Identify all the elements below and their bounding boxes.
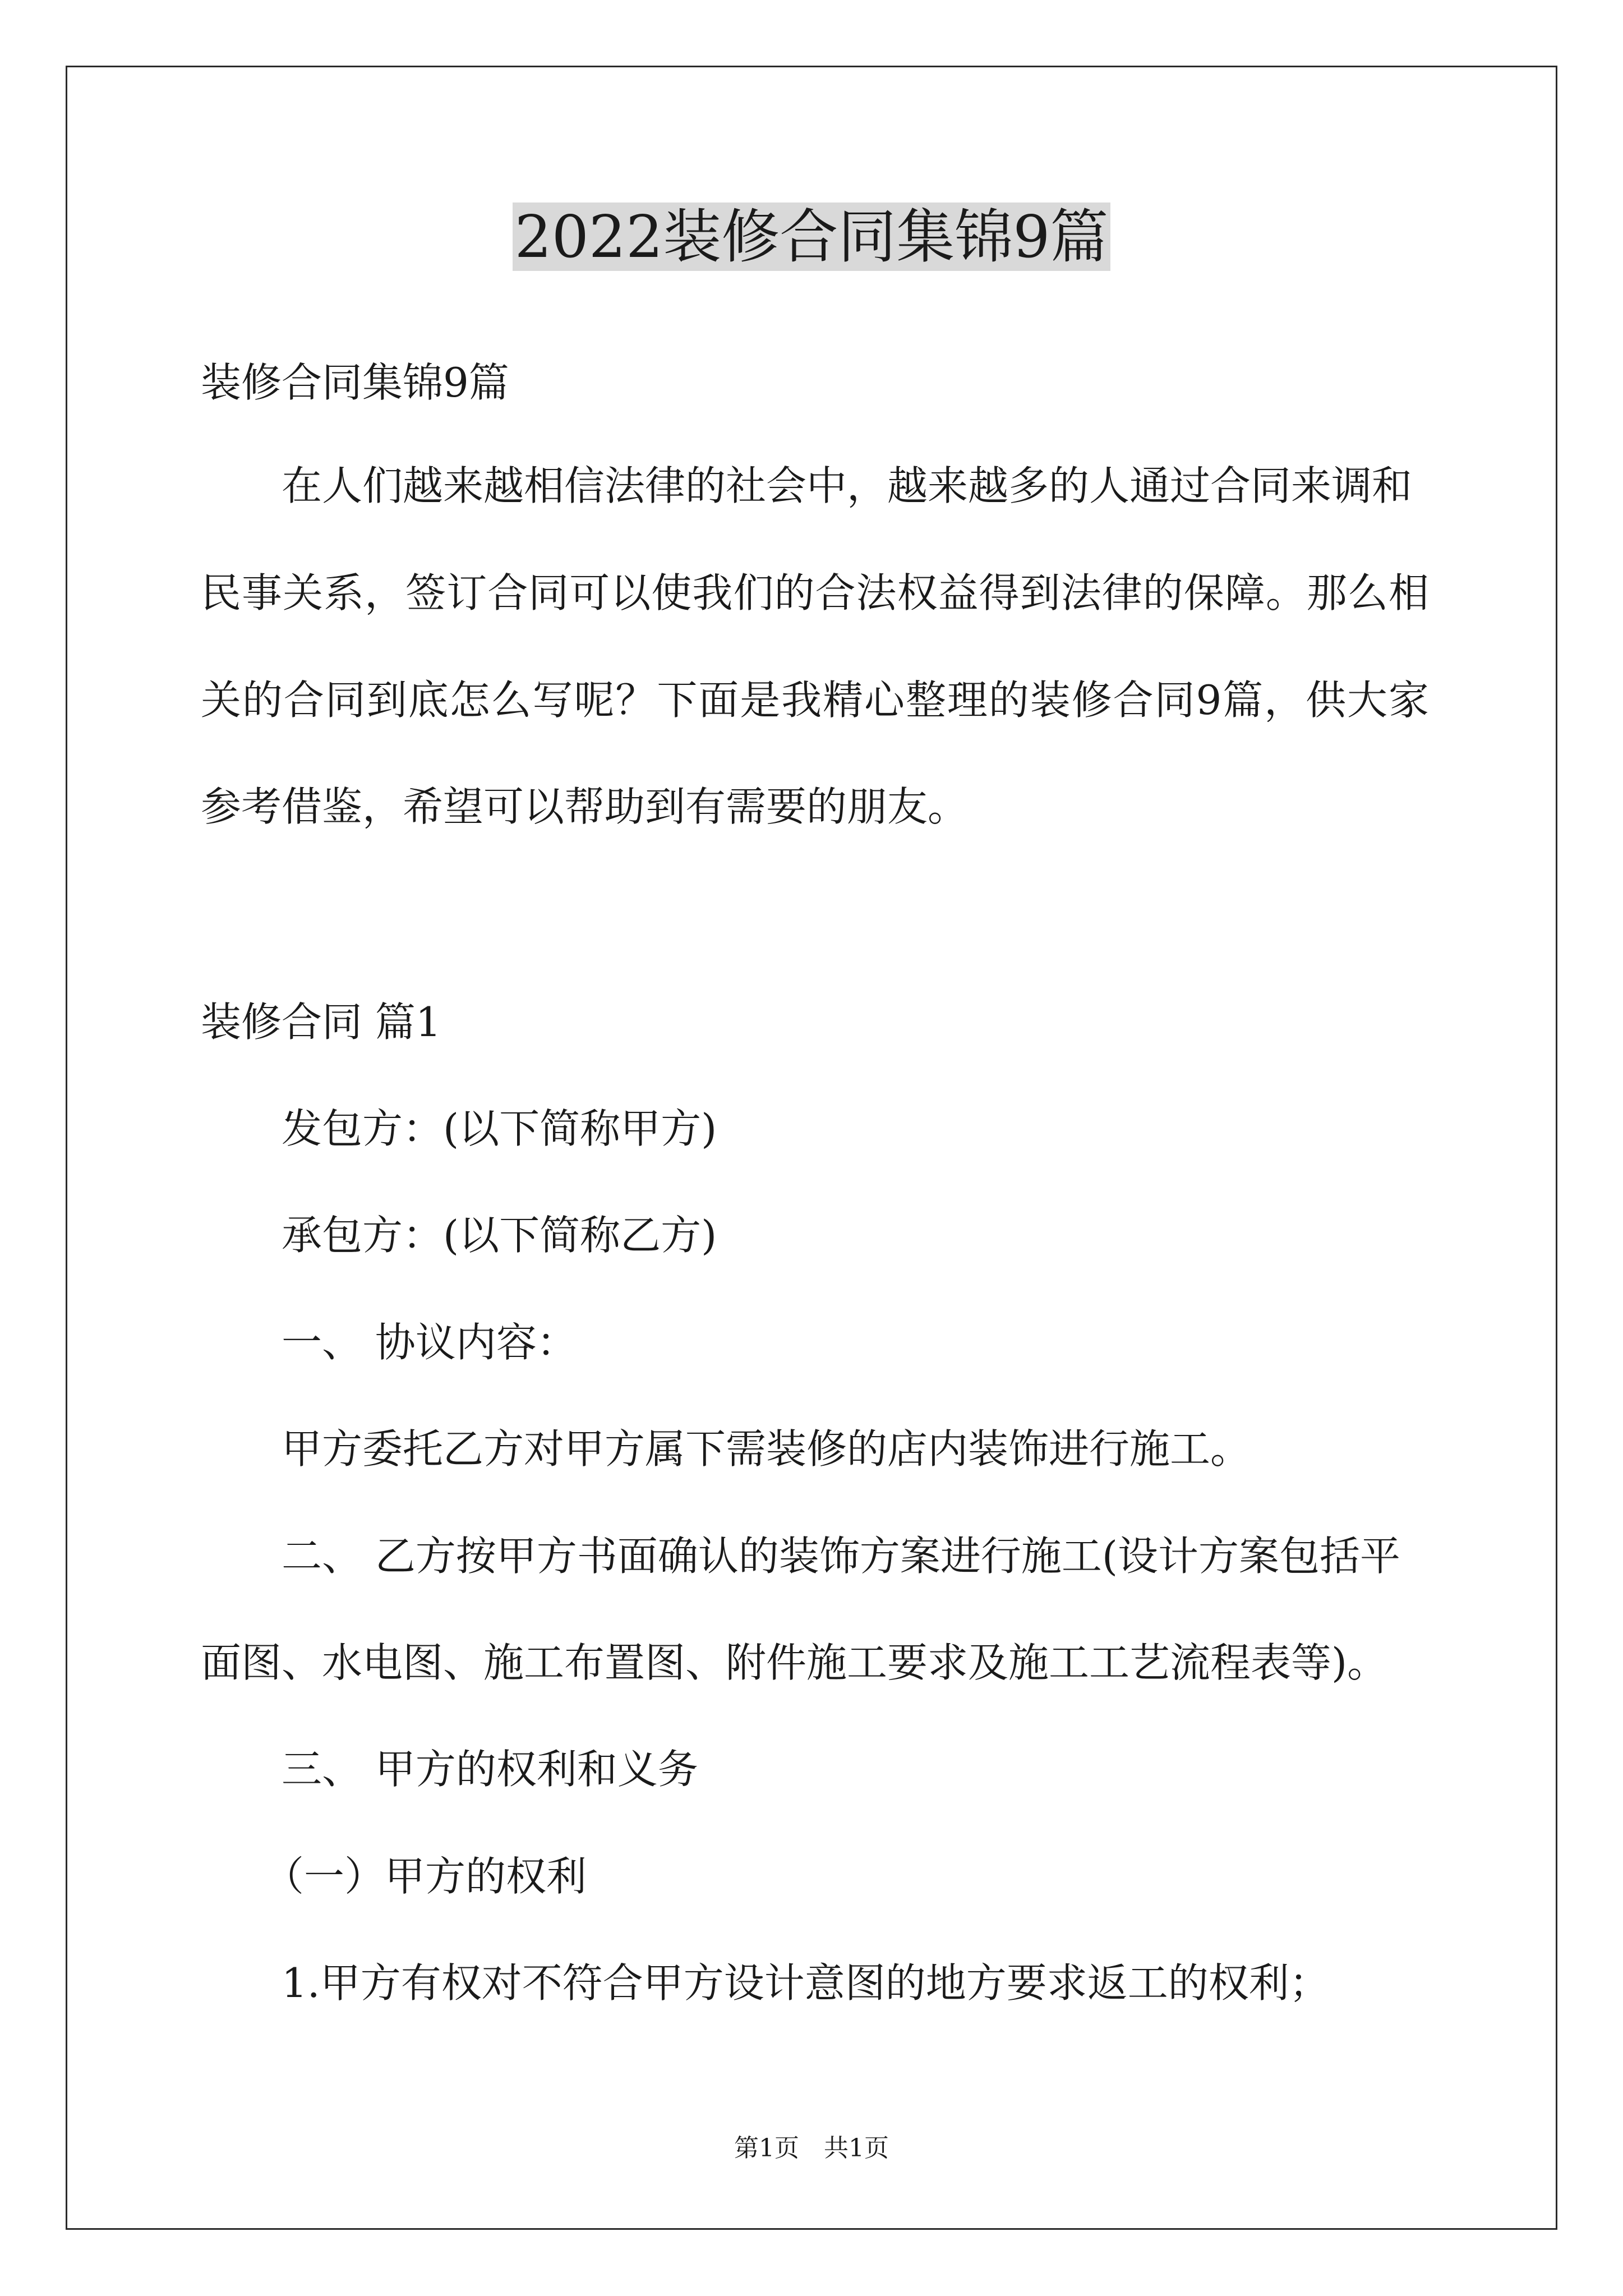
page-footer: 第1页 共1页: [734, 2134, 889, 2162]
section-heading: 装修合同 篇1: [201, 999, 441, 1046]
clause-1-text: 甲方委托乙方对甲方属下需装修的店内装饰进行施工。: [282, 1425, 1251, 1473]
document-title: 2022装修合同集锦9篇: [0, 197, 1623, 276]
party-a-line: 发包方：(以下简称甲方): [282, 1105, 717, 1152]
party-b-line: 承包方：(以下简称乙方): [282, 1212, 717, 1259]
intro-line-2: 民事关系，签订合同可以使我们的合法权益得到法律的保障。那么相: [201, 569, 1429, 616]
intro-line-4: 参考借鉴，希望可以帮助到有需要的朋友。: [201, 783, 969, 830]
clause-3-item-1: 1.甲方有权对不符合甲方设计意图的地方要求返工的权利；: [282, 1959, 1330, 2007]
clause-2-line-2: 面图、水电图、施工布置图、附件施工要求及施工工艺流程表等)。: [201, 1639, 1388, 1686]
clause-3-subtitle: （一）甲方的权利: [264, 1853, 587, 1900]
clause-2-line-1: 二、 乙方按甲方书面确认的装饰方案进行施工(设计方案包括平: [282, 1533, 1400, 1580]
document-subtitle: 装修合同集锦9篇: [201, 359, 509, 406]
intro-line-1: 在人们越来越相信法律的社会中，越来越多的人通过合同来调和: [282, 462, 1413, 509]
clause-3-title: 三、 甲方的权利和义务: [282, 1746, 698, 1793]
intro-line-3: 关的合同到底怎么写呢？下面是我精心整理的装修合同9篇，供大家: [201, 677, 1429, 724]
clause-1-title: 一、 协议内容：: [282, 1319, 577, 1366]
